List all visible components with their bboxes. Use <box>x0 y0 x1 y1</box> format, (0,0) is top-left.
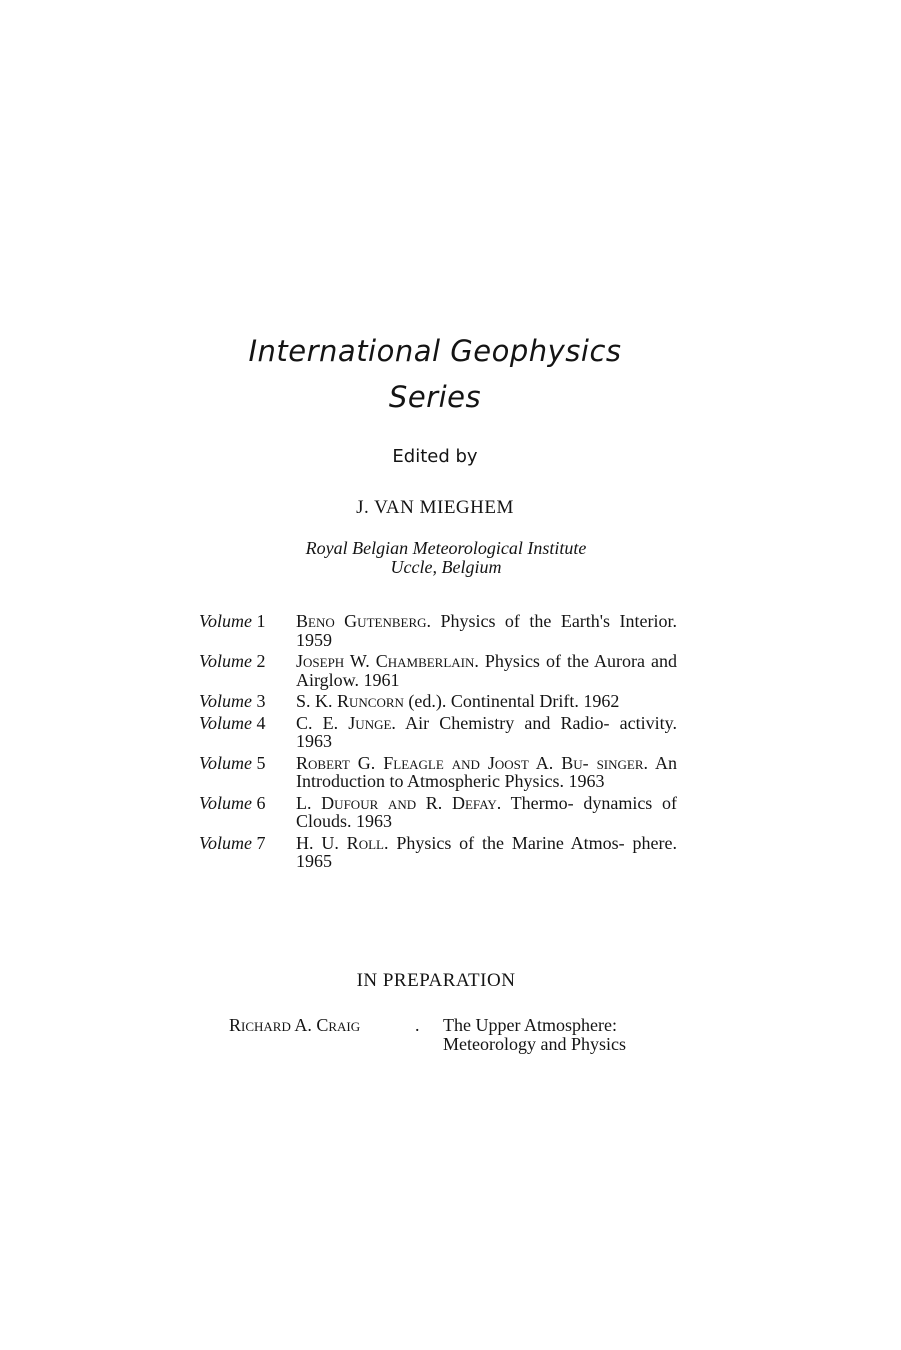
volume-description: Robert G. Fleagle and Joost A. Bu- singer. An Introduction to Atmospheric Physics. 1963 <box>296 752 677 791</box>
volume-label: Volume 5 <box>199 752 266 773</box>
prep-author: Richard A. Craig <box>229 1015 361 1035</box>
volume-label: Volume 1 <box>199 611 266 631</box>
editor-affiliation-institute: Royal Belgian Meteorological Institute <box>305 538 587 558</box>
volume-author: L. Dufour and R. Defay <box>296 792 497 813</box>
volume-author-continued: singer <box>596 752 644 773</box>
volume-entry <box>199 692 677 711</box>
editor-name: J. VAN MIEGHEM <box>356 497 514 518</box>
volume-description: L. Dufour and R. Defay. Thermo- dynamics of Clouds. 1963 <box>296 792 677 831</box>
volume-description: Beno Gutenberg. Physics of the Earth's Interior. 1959 <box>296 611 677 650</box>
volume-description: H. U. Roll. Physics of the Marine Atmos- phere. 1965 <box>296 832 677 871</box>
volume-entry <box>199 652 677 689</box>
prep-separator: . <box>415 1015 420 1035</box>
volume-label: Volume 2 <box>199 651 266 671</box>
volume-author: H. U. Roll <box>296 832 384 853</box>
volume-label: Volume 3 <box>199 691 266 711</box>
prep-title: The Upper Atmosphere: Meteorology and Physics <box>443 1015 626 1054</box>
volume-description: Joseph W. Chamberlain. Physics of the Aurora and Airglow. 1961 <box>296 651 677 690</box>
volume-entry <box>199 612 677 649</box>
volume-author: Beno Gutenberg <box>296 611 427 631</box>
in-preparation-heading: IN PREPARATION <box>356 970 516 991</box>
volume-author: Joseph W. Chamberlain <box>296 651 475 671</box>
volume-author: S. K. Runcorn <box>296 691 404 711</box>
volume-entry <box>199 834 677 871</box>
series-title-line-2: Series <box>388 380 482 414</box>
volume-label: Volume 4 <box>199 712 266 733</box>
series-title-line-1: International Geophysics <box>248 334 622 368</box>
edited-by-label: Edited by <box>392 446 478 467</box>
volume-author: Robert G. Fleagle and Joost A. Bu- <box>296 752 589 773</box>
volume-entry <box>199 754 677 791</box>
volume-label: Volume 6 <box>199 792 266 813</box>
volume-description: S. K. Runcorn (ed.). Continental Drift. 1962 <box>296 691 620 711</box>
volume-author: C. E. Junge <box>296 712 392 733</box>
editor-affiliation-location: Uccle, Belgium <box>390 557 502 577</box>
volume-description: C. E. Junge. Air Chemistry and Radio- activity. 1963 <box>296 712 677 751</box>
volume-entry <box>199 794 677 831</box>
volume-entry <box>199 714 677 751</box>
volume-label: Volume 7 <box>199 832 266 853</box>
volume-list <box>199 612 677 874</box>
